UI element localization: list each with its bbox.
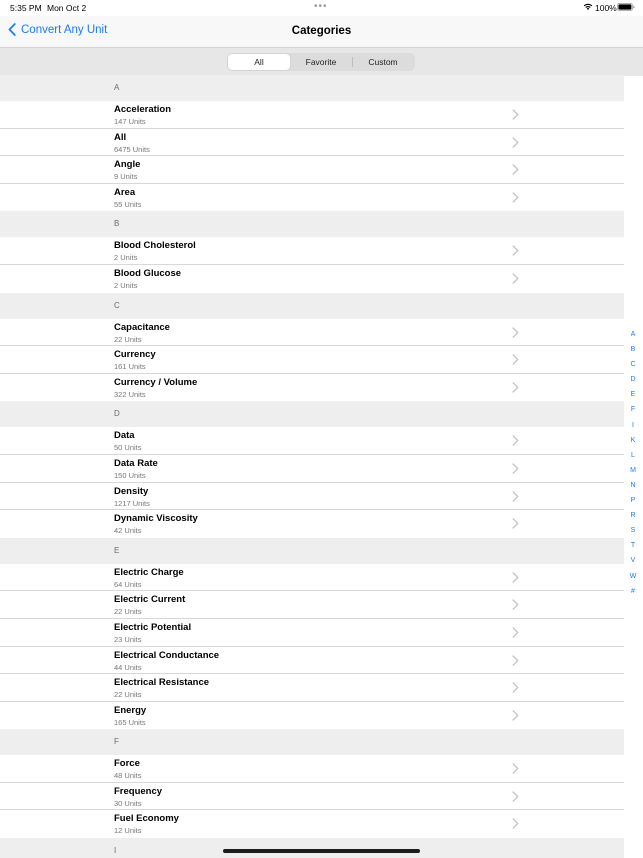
home-indicator[interactable]: [223, 849, 420, 853]
section-header: [0, 729, 624, 755]
navigation-bar: [0, 16, 643, 47]
category-unit-count: 161 Units: [114, 362, 146, 372]
category-row[interactable]: [0, 427, 624, 455]
category-name: Acceleration: [114, 104, 172, 115]
category-name: Force: [114, 758, 140, 770]
category-row[interactable]: [0, 237, 624, 265]
index-letter[interactable]: #: [631, 587, 635, 595]
category-name: Density: [114, 485, 149, 497]
category-row[interactable]: [0, 455, 624, 483]
index-letter[interactable]: D: [630, 376, 636, 384]
category-unit-count: 6475 Units: [114, 144, 150, 154]
section-header: [0, 401, 624, 427]
index-letter[interactable]: V: [630, 557, 636, 565]
segment-all[interactable]: All: [228, 54, 290, 70]
category-name: Data Rate: [114, 457, 158, 469]
category-unit-count: 147 Units: [114, 117, 146, 126]
category-unit-count: 42 Units: [114, 526, 142, 536]
chevron-right-icon: [512, 245, 519, 256]
category-name: Fuel Economy: [114, 813, 179, 825]
chevron-right-icon: [512, 763, 519, 774]
category-unit-count: 55 Units: [114, 199, 142, 209]
category-name: Frequency: [114, 785, 163, 797]
category-name: Angle: [114, 159, 141, 171]
chevron-right-icon: [512, 327, 519, 338]
chevron-right-icon: [512, 354, 519, 365]
segment-custom[interactable]: Custom: [352, 54, 414, 70]
category-row[interactable]: [0, 619, 624, 647]
category-name: Capacitance: [114, 321, 170, 333]
category-unit-count: 64 Units: [114, 579, 142, 589]
category-unit-count: 2 Units: [114, 280, 138, 290]
category-unit-count: 22 Units: [114, 690, 142, 700]
category-row[interactable]: [0, 101, 624, 129]
chevron-right-icon: [512, 655, 519, 666]
category-name: Electrical Conductance: [114, 649, 220, 661]
category-row[interactable]: [0, 483, 624, 511]
category-unit-count: 22 Units: [114, 334, 142, 344]
section-header: [0, 293, 624, 319]
section-letter: C: [114, 300, 120, 310]
category-row[interactable]: [0, 346, 624, 374]
chevron-right-icon: [512, 192, 519, 203]
section-letter: D: [114, 409, 120, 419]
category-name: Data: [114, 430, 135, 442]
category-row[interactable]: [0, 184, 624, 212]
category-name: Currency / Volume: [114, 376, 198, 388]
segment-bar: [0, 47, 643, 76]
category-unit-count: 2 Units: [114, 253, 138, 263]
chevron-right-icon: [512, 137, 519, 148]
index-letter[interactable]: R: [630, 512, 636, 520]
chevron-right-icon: [512, 599, 519, 610]
chevron-right-icon: [512, 627, 519, 638]
chevron-right-icon: [512, 463, 519, 474]
section-letter: E: [114, 545, 120, 555]
category-row[interactable]: [0, 510, 624, 538]
category-unit-count: 9 Units: [114, 172, 138, 182]
index-letter[interactable]: F: [630, 406, 636, 414]
category-row[interactable]: [0, 374, 624, 402]
category-row[interactable]: [0, 591, 624, 619]
chevron-right-icon: [512, 818, 519, 829]
index-letter[interactable]: I: [632, 421, 634, 429]
chevron-right-icon: [512, 109, 519, 120]
index-letter[interactable]: C: [630, 361, 636, 369]
chevron-right-icon: [512, 791, 519, 802]
category-row[interactable]: [0, 783, 624, 811]
category-unit-count: 48 Units: [114, 771, 142, 781]
status-bar: [0, 0, 643, 16]
category-unit-count: 22 Units: [114, 607, 142, 617]
index-letter[interactable]: S: [630, 527, 636, 535]
index-letter[interactable]: W: [629, 572, 637, 580]
section-index[interactable]: [626, 327, 640, 599]
index-letter[interactable]: L: [631, 451, 635, 459]
category-name: Dynamic Viscosity: [114, 513, 198, 525]
category-name: Blood Glucose: [114, 267, 182, 279]
battery-icon: [617, 3, 635, 11]
category-unit-count: 23 Units: [114, 634, 142, 644]
category-name: Electric Current: [114, 594, 186, 606]
category-unit-count: 150 Units: [114, 470, 146, 480]
category-unit-count: 50 Units: [114, 443, 142, 453]
index-letter[interactable]: N: [630, 481, 636, 489]
index-letter[interactable]: T: [630, 542, 636, 550]
chevron-right-icon: [512, 572, 519, 583]
section-letter: I: [114, 846, 117, 856]
category-name: Electric Potential: [114, 621, 192, 633]
segment-favorite[interactable]: Favorite: [305, 57, 337, 67]
category-row[interactable]: [0, 647, 624, 675]
category-unit-count: 30 Units: [114, 798, 142, 808]
chevron-right-icon: [512, 382, 519, 393]
category-name: Area: [114, 186, 136, 198]
category-name: Energy: [114, 704, 147, 716]
category-name: Currency: [114, 349, 156, 361]
category-row[interactable]: [0, 319, 624, 347]
chevron-right-icon: [512, 164, 519, 175]
section-header: [0, 211, 624, 237]
status-date: Mon Oct 2: [47, 3, 87, 13]
category-unit-count: 1217 Units: [114, 498, 150, 508]
index-letter[interactable]: M: [630, 466, 636, 474]
section-letter: B: [114, 219, 120, 229]
section-letter: F: [114, 737, 119, 747]
category-list[interactable]: [0, 75, 624, 858]
chevron-right-icon: [512, 710, 519, 721]
page-title: Categories: [291, 25, 352, 37]
category-row[interactable]: [0, 755, 624, 783]
index-letter[interactable]: K: [630, 436, 636, 444]
category-row[interactable]: [0, 810, 624, 838]
back-button-label: Convert Any Unit: [21, 23, 108, 36]
section-header: [0, 75, 624, 101]
index-letter[interactable]: A: [630, 331, 636, 338]
category-unit-count: 44 Units: [114, 662, 142, 672]
category-name: Electric Charge: [114, 566, 184, 578]
index-letter[interactable]: B: [630, 346, 636, 354]
section-header: [0, 538, 624, 564]
category-name: Electrical Resistance: [114, 677, 210, 689]
status-time: 5:35 PM: [10, 3, 42, 13]
category-row[interactable]: [0, 129, 624, 157]
index-letter[interactable]: P: [630, 497, 636, 505]
category-row[interactable]: [0, 674, 624, 702]
battery-percent: 100%: [595, 3, 617, 13]
category-name: All: [114, 131, 127, 143]
category-unit-count: 165 Units: [114, 717, 146, 727]
wifi-icon: [583, 3, 593, 11]
category-name: Blood Cholesterol: [114, 240, 196, 252]
chevron-right-icon: [512, 491, 519, 502]
chevron-right-icon: [512, 682, 519, 693]
chevron-right-icon: [512, 273, 519, 284]
multitasking-dots[interactable]: •••: [314, 1, 328, 12]
category-filter-segmented-control[interactable]: [227, 53, 415, 71]
category-unit-count: 322 Units: [114, 389, 146, 399]
chevron-right-icon: [512, 435, 519, 446]
index-letter[interactable]: E: [630, 391, 636, 399]
category-row[interactable]: [0, 156, 624, 184]
chevron-right-icon: [512, 518, 519, 529]
category-row[interactable]: [0, 564, 624, 592]
category-row[interactable]: [0, 702, 624, 730]
category-row[interactable]: [0, 265, 624, 293]
category-unit-count: 12 Units: [114, 826, 142, 836]
section-letter: A: [114, 83, 120, 92]
